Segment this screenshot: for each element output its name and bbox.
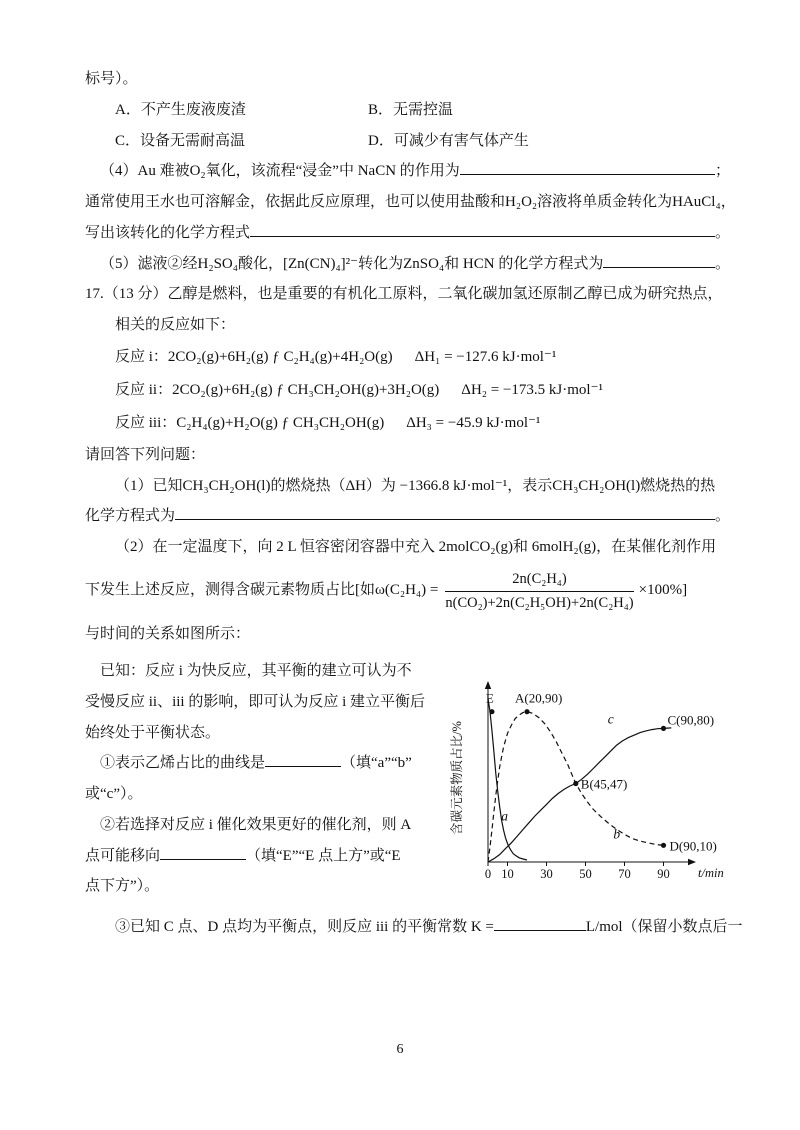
q4-line1-punct: ； [714,163,730,180]
x-tick-label: 70 [618,867,631,882]
q17-sub1-line1: （1）已知CH₃CH₂OH(l)的燃烧热（ΔH）为 −1366.8 kJ·mol⁻¹，表示CH₃CH₂OH(l)燃烧热的热 [115,477,716,494]
answer-blank [265,765,341,767]
answer-blank [250,235,715,237]
point-label-C: C(90,80) [667,712,715,728]
option-b: B．无需控温 [368,101,454,118]
point-A [524,709,529,714]
curve-label-a: a [501,808,508,824]
point-B [573,781,578,786]
question-tail-line: 标号）。 [85,71,138,87]
q17-sub2-line1: （2）在一定温度下，向 2 L 恒容密闭容器中充入 2molCO₂(g)和 6molH₂(g)，在某催化剂作用 [115,539,717,555]
omega-lhs: ω(C₂H₄) = [375,582,439,599]
option-a: A．不产生废液废渣 [115,101,246,118]
q4-line3 [85,218,730,249]
q17-circ3 [85,912,743,943]
point-label-B: B(45,47) [580,776,628,792]
reaction-iii-equation: C₂H₄(g)+H₂O(g) ƒ CH₃CH₂OH(g) [176,414,385,431]
reaction-i-enthalpy: ΔH₁ = −127.6 kJ·mol⁻¹ [414,348,557,365]
reaction-i-equation: 2CO₂(g)+6H₂(g) ƒ C₂H₄(g)+4H₂O(g) [167,348,393,365]
q17-circ1-line1 [85,748,450,779]
curve-label-c: c [607,711,614,727]
option-d: D．可减少有害气体产生 [368,132,529,149]
ratio-post-text: ×100%] [638,582,688,599]
ratio-denominator: n(CO₂)+2n(C₂H₅OH)+2n(C₂H₄) [445,594,634,611]
circ1-text: ①表示乙烯占比的曲线是 [100,755,266,772]
question-text-column [85,656,450,902]
q17-sub1-line2-text: 化学方程式为 [85,508,176,525]
x-tick-label: 30 [540,867,553,882]
q4-line3-text: 写出该转化的化学方程式 [85,224,251,241]
reaction-ii-enthalpy: ΔH₂ = −173.5 kJ·mol⁻¹ [461,381,604,398]
answer-blank [494,929,586,931]
q5-punct: 。 [714,255,730,272]
q17-circ2-line2 [85,841,450,872]
q17-sub1-line2 [85,501,730,532]
ratio-pre-text: 下发生上述反应，测得含碳元素物质占比[如 [85,582,375,599]
x-tick-label: 10 [501,867,514,882]
reaction-list [85,341,730,440]
circ3-text: ③已知 C 点、D 点均为平衡点，则反应 iii 的平衡常数 K = [115,919,494,936]
q5-text: （5）滤液②经H₂SO₄酸化，[Zn(CN)₄]²⁻转化为ZnSO₄和 HCN 的化学方程式为 [100,255,604,272]
known-line1: 已知：反应 i 为快反应，其平衡的建立可认为不 [100,663,412,680]
chart-svg [450,662,730,892]
q17-circ2-line3: 点下方”）。 [85,878,160,895]
reaction-ii-equation: 2CO₂(g)+6H₂(g) ƒ CH₃CH₂OH(g)+3H₂O(g) [172,381,440,398]
chart-column [450,656,730,902]
point-C [661,726,666,731]
q17-circ2-line1: ②若选择对反应 i 催化效果更好的催化剂，则 A [100,816,412,833]
question-and-chart [85,656,730,902]
ratio-numerator: 2n(C₂H₄) [445,570,633,592]
answer-blank [460,173,715,175]
reaction-ii [115,374,730,407]
x-tick-label: 0 [484,867,492,882]
point-label-A: A(20,90) [515,690,563,706]
known-line3: 始终处于平衡状态。 [85,724,221,741]
q4-line3-punct: 。 [714,224,730,241]
ratio-formula-line [85,570,730,613]
x-axis-arrow-icon [688,859,696,865]
reaction-i-label: 反应 i： [115,348,168,365]
curve-a [488,698,527,860]
q17-sub2-line3: 与时间的关系如图所示： [85,626,251,643]
reaction-iii-label: 反应 iii： [115,414,177,431]
point-E [489,709,494,714]
answer-blank [175,518,715,520]
ratio-fraction [445,570,633,613]
q17-prompt: 请回答下列问题： [85,446,206,463]
point-label-E: E [485,690,494,706]
q17-stem-line1: 17.（13 分）乙醇是燃料，也是重要的有机化工原料，二氧化碳加氢还原制乙醇已成为研究热点， [85,286,723,303]
known-line2: 受慢反应 ii、iii 的影响，即可认为反应 i 建立平衡后 [85,693,426,710]
q4-line2: 通常使用王水也可溶解金，依据此反应原理，也可以使用盐酸和H₂O₂溶液将单质金转化为HAuCl₄， [85,194,736,210]
x-tick-label: 50 [579,867,592,882]
chart-x-label: t/min [698,866,724,881]
chart-plot-area [485,691,717,881]
q17-sub1-line2-punct: 。 [714,508,730,525]
circ2-text: 点可能移向 [85,847,161,864]
chart-y-label: 含碳元素物质占比/% [450,721,464,836]
q4-line1 [85,156,730,187]
y-axis-arrow-icon [485,681,491,689]
answer-blank [160,858,246,860]
circ3-post: L/mol（保留小数点后一 [585,919,743,936]
circ1-post: （填“a”“b” [341,755,412,772]
answer-blank [603,266,715,268]
x-tick-label: 90 [657,867,670,882]
reaction-iii-enthalpy: ΔH₃ = −45.9 kJ·mol⁻¹ [406,414,541,431]
q4-line1-text: （4）Au 难被O₂氧化，该流程“浸金”中 NaCN 的作用为 [100,163,460,180]
curve-label-b: b [613,826,621,842]
q17-stem-line2: 相关的反应如下： [115,317,236,333]
circ2-post: （填“E”“E 点上方”或“E [246,847,401,864]
q5-line [85,249,730,280]
point-label-D: D(90,10) [669,838,717,854]
option-c: C．设备无需耐高温 [115,132,246,149]
q17-circ1-line2: 或“c”）。 [85,786,143,803]
page-number: 6 [396,1042,404,1057]
point-D [661,843,666,848]
answer-options [85,95,730,157]
reaction-iii [115,407,730,440]
reaction-ii-label: 反应 ii： [115,381,173,398]
reaction-i [115,341,730,374]
